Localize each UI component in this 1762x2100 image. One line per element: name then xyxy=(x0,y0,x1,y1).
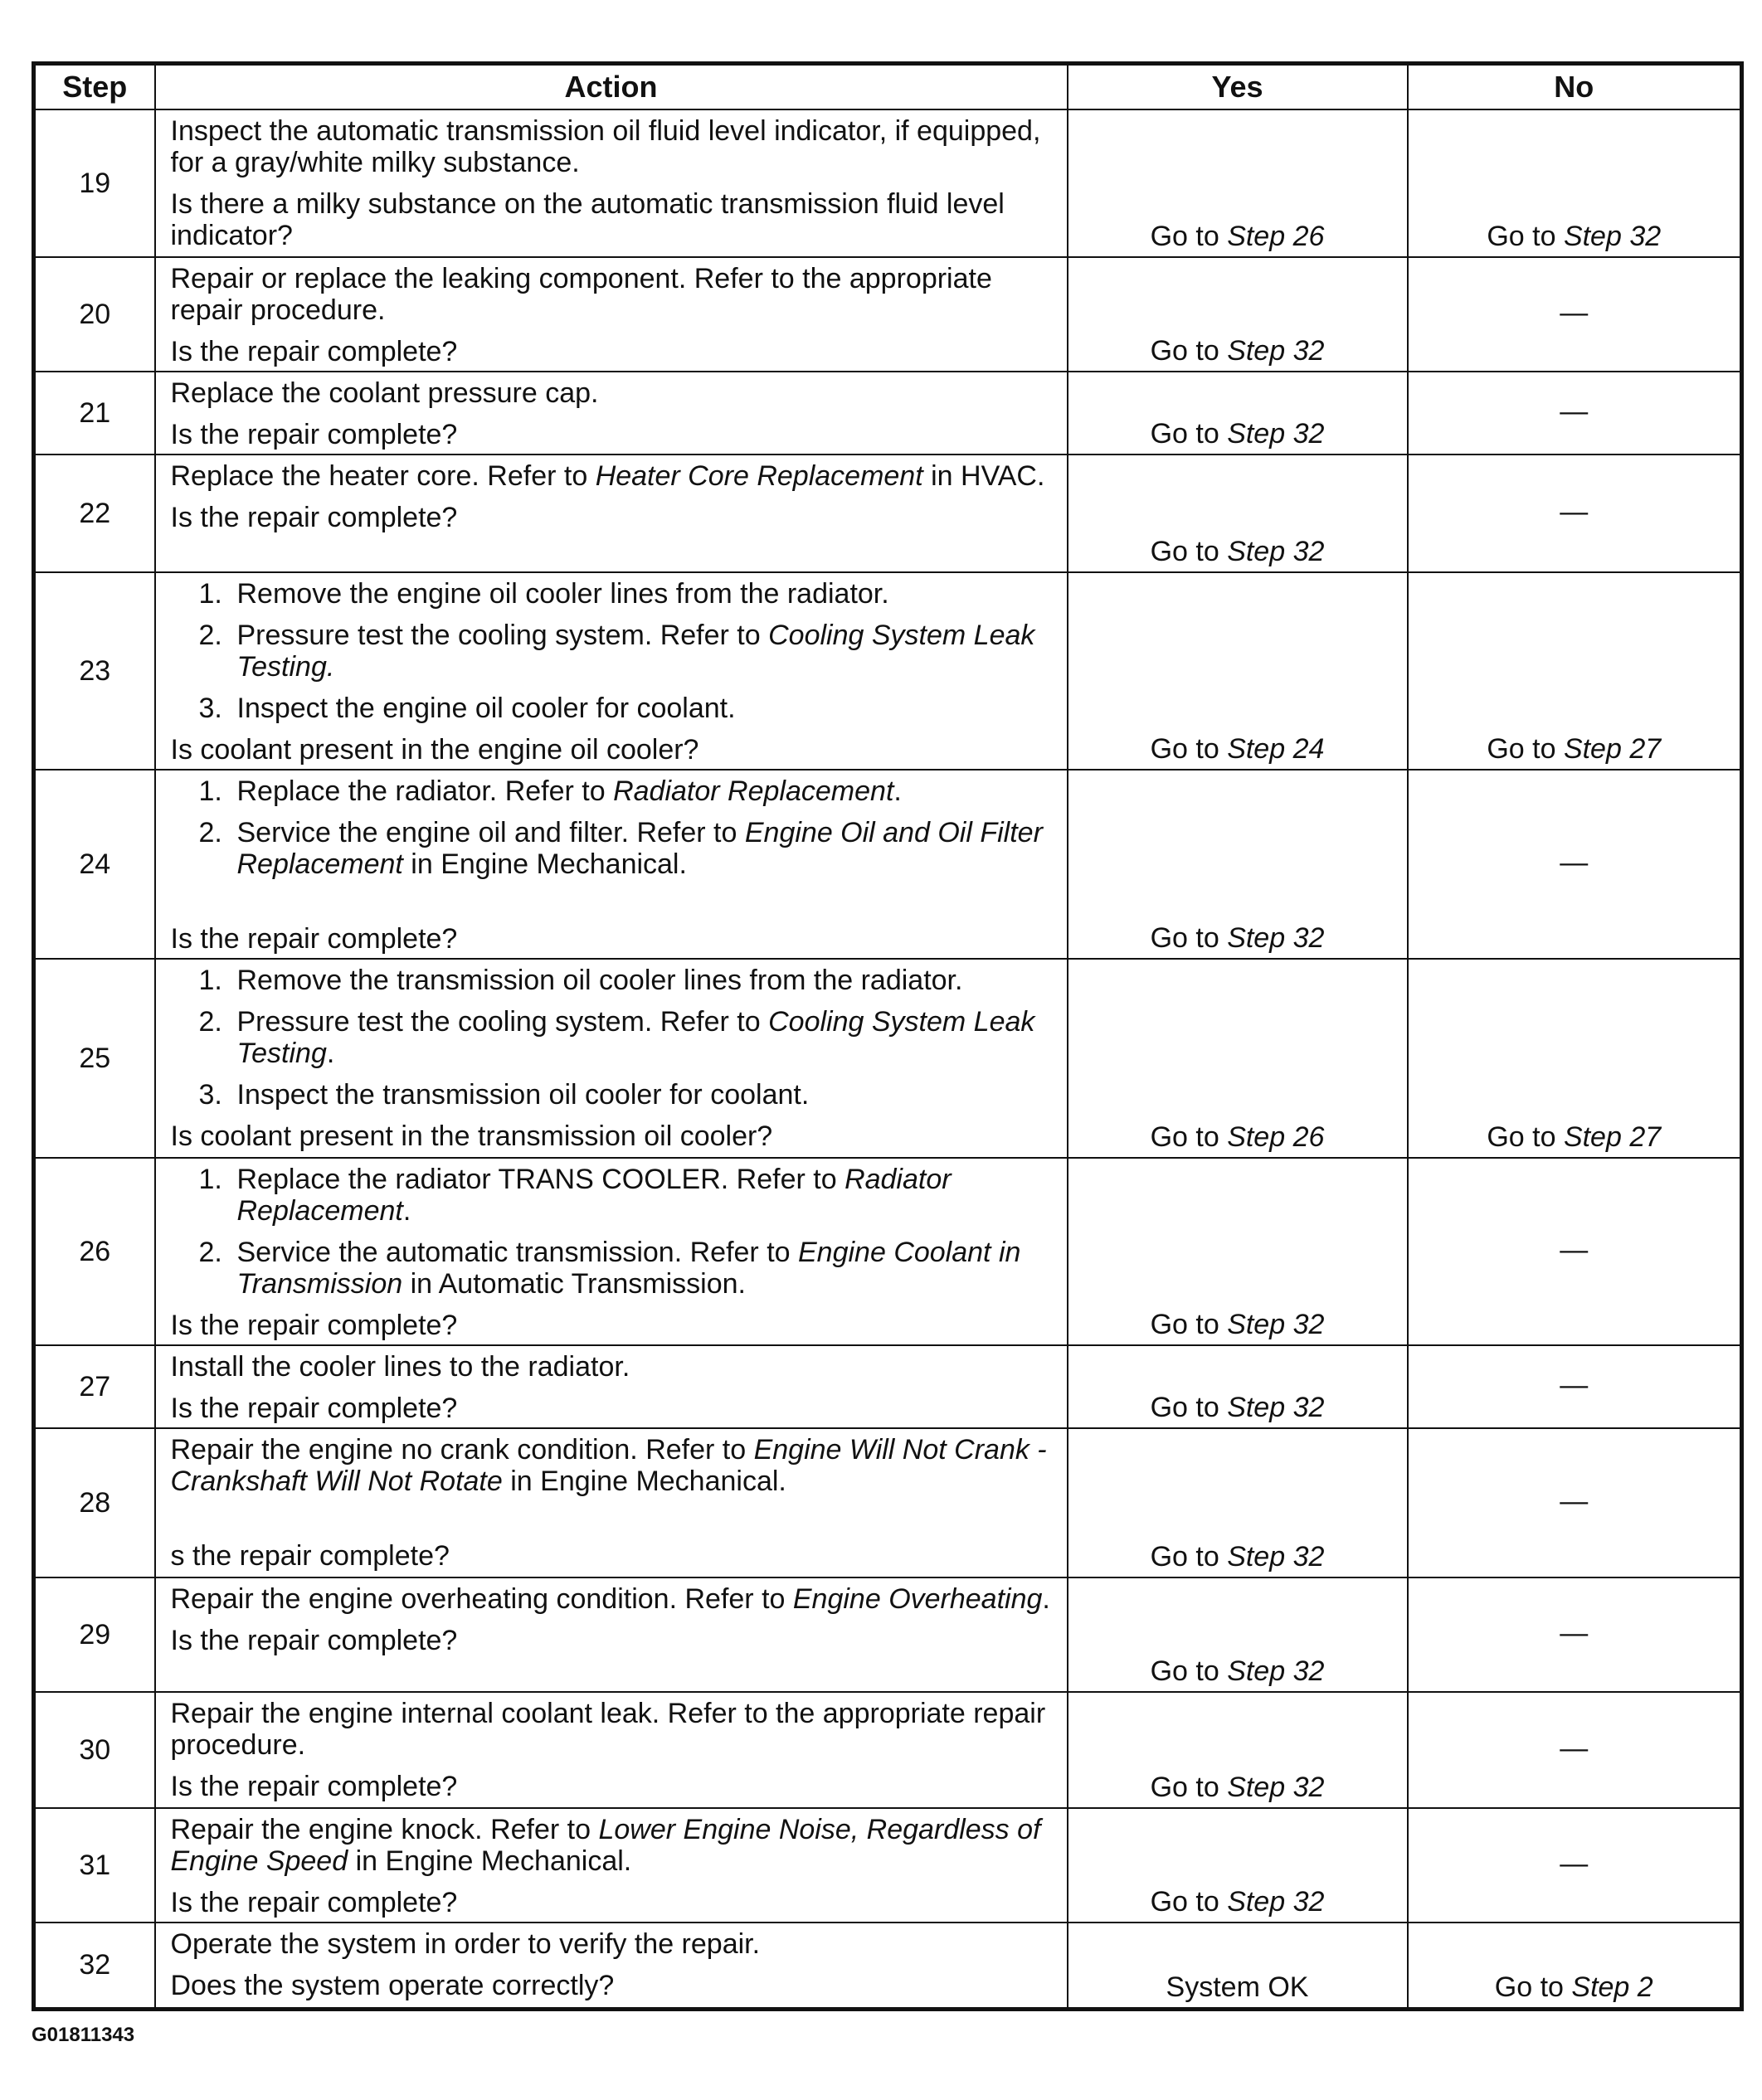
goto-step-ref: Step 24 xyxy=(1227,733,1325,765)
step-number: 21 xyxy=(34,372,155,455)
text-run: . xyxy=(1042,1583,1050,1615)
goto-prefix: Go to xyxy=(1150,418,1228,450)
action-cell xyxy=(155,455,1068,572)
goto-prefix: Go to xyxy=(1150,335,1228,367)
action-question: Is there a milky substance on the automatic transmission fluid level indicator? xyxy=(170,188,1005,251)
yes-result xyxy=(1068,1692,1408,1808)
goto-step-ref: Step 32 xyxy=(1227,536,1325,567)
substep-number: 1. xyxy=(198,965,222,996)
no-result xyxy=(1408,1808,1742,1923)
no-result xyxy=(1408,1345,1742,1428)
text-run: Service the engine oil and filter. Refer to xyxy=(236,817,745,848)
text-run: Repair the engine overheating condition. Refer to xyxy=(170,1583,793,1615)
yes-result xyxy=(1068,1428,1408,1577)
action-instruction xyxy=(171,115,1055,178)
step-number: 20 xyxy=(34,257,155,372)
table-row xyxy=(34,1808,1742,1923)
goto-prefix: Go to xyxy=(1150,733,1228,765)
substep-item xyxy=(171,1006,1055,1069)
text-run: Install the cooler lines to the radiator. xyxy=(170,1351,630,1383)
action-question: Does the system operate correctly? xyxy=(170,1970,615,2001)
substep-item xyxy=(171,578,1055,610)
substep-number: 2. xyxy=(198,1237,222,1268)
goto-prefix: Go to xyxy=(1150,1886,1228,1918)
goto-prefix: Go to xyxy=(1487,221,1564,252)
yes-result xyxy=(1068,1158,1408,1345)
yes-result xyxy=(1068,1808,1408,1923)
goto-prefix: Go to xyxy=(1150,1392,1228,1423)
action-cell xyxy=(155,372,1068,455)
action-question: Is the repair complete? xyxy=(170,502,458,533)
action-cell xyxy=(155,109,1068,257)
yes-result xyxy=(1068,109,1408,257)
action-cell xyxy=(155,1808,1068,1923)
header-no: No xyxy=(1408,64,1742,110)
no-result xyxy=(1408,1923,1742,2009)
action-substeps xyxy=(171,1164,1055,1300)
diagnostic-table xyxy=(32,61,1744,2011)
action-instruction xyxy=(171,263,1055,326)
action-substeps xyxy=(171,775,1055,880)
yes-result xyxy=(1068,1345,1408,1428)
yes-result xyxy=(1068,1577,1408,1692)
reference-link-text: Radiator Replacement xyxy=(613,775,894,807)
action-instruction xyxy=(171,1351,1055,1383)
no-result xyxy=(1408,770,1742,959)
table-row xyxy=(34,109,1742,257)
action-cell xyxy=(155,1428,1068,1577)
no-action-dash: — xyxy=(1560,395,1589,427)
step-number: 22 xyxy=(34,455,155,572)
substep-number: 2. xyxy=(198,1006,222,1038)
goto-prefix: Go to xyxy=(1150,922,1228,954)
yes-result xyxy=(1068,959,1408,1158)
substep-item xyxy=(171,817,1055,880)
yes-result xyxy=(1068,1923,1408,2009)
no-action-dash: — xyxy=(1560,1368,1589,1401)
reference-link-text: Engine Oil and Oil Filter Replacement xyxy=(236,817,1043,880)
action-question: Is the repair complete? xyxy=(170,1771,458,1802)
action-cell xyxy=(155,1577,1068,1692)
action-question: Is coolant present in the engine oil cooler? xyxy=(170,734,699,766)
no-result xyxy=(1408,1692,1742,1808)
goto-prefix: Go to xyxy=(1150,1772,1228,1803)
no-action-dash: — xyxy=(1560,1485,1589,1517)
action-question: Is the repair complete? xyxy=(170,923,458,955)
text-run: . xyxy=(402,1195,411,1227)
action-question: Is the repair complete? xyxy=(170,336,458,367)
substep-item xyxy=(171,1237,1055,1300)
goto-step-ref: Step 2 xyxy=(1571,1971,1653,2003)
action-cell xyxy=(155,572,1068,770)
table-row xyxy=(34,1345,1742,1428)
goto-prefix: Go to xyxy=(1487,733,1564,765)
action-question: s the repair complete? xyxy=(170,1540,450,1572)
text-run: Replace the radiator TRANS COOLER. Refer to xyxy=(236,1164,845,1195)
yes-result xyxy=(1068,770,1408,959)
header-step: Step xyxy=(34,64,155,110)
no-action-dash: — xyxy=(1560,1732,1589,1764)
header-yes: Yes xyxy=(1068,64,1408,110)
action-instruction xyxy=(171,377,1055,409)
action-instruction xyxy=(171,1434,1055,1497)
step-number: 25 xyxy=(34,959,155,1158)
text-run: in Engine Mechanical. xyxy=(402,848,687,880)
substep-item xyxy=(171,620,1055,683)
goto-prefix: Go to xyxy=(1150,221,1228,252)
goto-prefix: Go to xyxy=(1150,1309,1228,1340)
goto-prefix: Go to xyxy=(1150,1541,1228,1573)
table-row xyxy=(34,372,1742,455)
action-cell xyxy=(155,770,1068,959)
step-number: 29 xyxy=(34,1577,155,1692)
goto-prefix: Go to xyxy=(1150,1121,1228,1153)
action-substeps xyxy=(171,578,1055,724)
action-instruction xyxy=(171,460,1055,492)
step-number: 30 xyxy=(34,1692,155,1808)
text-run: Remove the engine oil cooler lines from the radiator. xyxy=(236,578,889,610)
substep-number: 2. xyxy=(198,817,222,848)
substep-number: 3. xyxy=(198,693,222,724)
result-text: System OK xyxy=(1166,1971,1309,2003)
text-run: Replace the radiator. Refer to xyxy=(236,775,614,807)
table-row xyxy=(34,1428,1742,1577)
text-run: Repair the engine no crank condition. Refer to xyxy=(170,1434,754,1466)
goto-step-ref: Step 32 xyxy=(1227,1309,1325,1340)
reference-link-text: Engine Overheating xyxy=(792,1583,1043,1615)
goto-step-ref: Step 26 xyxy=(1227,221,1325,252)
table-row xyxy=(34,1577,1742,1692)
text-run: in Engine Mechanical. xyxy=(502,1466,786,1497)
spacer xyxy=(171,1507,1055,1540)
substep-number: 1. xyxy=(198,578,222,610)
goto-prefix: Go to xyxy=(1150,1655,1228,1687)
goto-step-ref: Step 32 xyxy=(1227,922,1325,954)
no-result xyxy=(1408,959,1742,1158)
table-row xyxy=(34,455,1742,572)
text-run: Pressure test the cooling system. Refer to xyxy=(236,1006,769,1038)
reference-link-text: Lower Engine Noise, Regardless of Engine Speed xyxy=(170,1814,1041,1877)
table-row xyxy=(34,959,1742,1158)
action-instruction xyxy=(171,1698,1055,1761)
step-number: 23 xyxy=(34,572,155,770)
no-result xyxy=(1408,372,1742,455)
table-row xyxy=(34,257,1742,372)
yes-result xyxy=(1068,257,1408,372)
step-number: 32 xyxy=(34,1923,155,2009)
goto-step-ref: Step 32 xyxy=(1227,335,1325,367)
step-number: 24 xyxy=(34,770,155,959)
substep-number: 2. xyxy=(198,620,222,651)
no-result xyxy=(1408,1577,1742,1692)
text-run: Inspect the engine oil cooler for coolant. xyxy=(236,693,736,724)
text-run: in Engine Mechanical. xyxy=(348,1845,632,1877)
text-run: Service the automatic transmission. Refer to xyxy=(236,1237,798,1268)
text-run: Remove the transmission oil cooler lines from the radiator. xyxy=(236,965,963,996)
substep-item xyxy=(171,1079,1055,1111)
action-instruction xyxy=(171,1814,1055,1877)
text-run: in Automatic Transmission. xyxy=(402,1268,746,1300)
goto-step-ref: Step 32 xyxy=(1227,418,1325,450)
goto-prefix: Go to xyxy=(1487,1121,1564,1153)
substep-item xyxy=(171,1164,1055,1227)
action-cell xyxy=(155,1692,1068,1808)
table-row xyxy=(34,1158,1742,1345)
substep-item xyxy=(171,693,1055,724)
goto-step-ref: Step 27 xyxy=(1563,1121,1662,1153)
reference-link-text: Heater Core Replacement xyxy=(595,460,923,492)
no-result xyxy=(1408,257,1742,372)
action-substeps xyxy=(171,965,1055,1111)
no-action-dash: — xyxy=(1560,495,1589,527)
text-run: Inspect the automatic transmission oil fluid level indicator, if equipped, for a gray/white milky substance. xyxy=(170,115,1041,178)
yes-result xyxy=(1068,372,1408,455)
no-result xyxy=(1408,1428,1742,1577)
table-row xyxy=(34,1692,1742,1808)
reference-link-text: Cooling System Leak Testing. xyxy=(236,620,1035,683)
substep-number: 3. xyxy=(198,1079,222,1111)
table-row xyxy=(34,770,1742,959)
text-run: Pressure test the cooling system. Refer to xyxy=(236,620,769,651)
text-run: Replace the coolant pressure cap. xyxy=(170,377,599,409)
substep-item xyxy=(171,965,1055,996)
spacer xyxy=(171,890,1055,923)
no-action-dash: — xyxy=(1560,296,1589,328)
substep-number: 1. xyxy=(198,775,222,807)
substep-number: 1. xyxy=(198,1164,222,1195)
step-number: 26 xyxy=(34,1158,155,1345)
step-number: 27 xyxy=(34,1345,155,1428)
figure-id: G01811343 xyxy=(32,2024,135,2046)
yes-result xyxy=(1068,572,1408,770)
action-cell xyxy=(155,257,1068,372)
header-row xyxy=(34,64,1742,110)
reference-link-text: Engine Coolant in Transmission xyxy=(236,1237,1021,1300)
text-run: Replace the heater core. Refer to xyxy=(170,460,596,492)
reference-link-text: Cooling System Leak Testing xyxy=(236,1006,1035,1069)
no-action-dash: — xyxy=(1560,1233,1589,1266)
text-run: Repair or replace the leaking component. Refer to the appropriate repair procedure. xyxy=(170,263,992,326)
goto-step-ref: Step 32 xyxy=(1227,1392,1325,1423)
action-question: Is the repair complete? xyxy=(170,1393,458,1424)
action-question: Is the repair complete? xyxy=(170,1310,458,1341)
goto-step-ref: Step 27 xyxy=(1563,733,1662,765)
table-body xyxy=(34,109,1742,2009)
goto-step-ref: Step 32 xyxy=(1227,1772,1325,1803)
table-row xyxy=(34,572,1742,770)
goto-prefix: Go to xyxy=(1494,1971,1572,2003)
step-number: 31 xyxy=(34,1808,155,1923)
action-instruction xyxy=(171,1583,1055,1615)
goto-step-ref: Step 32 xyxy=(1563,221,1662,252)
goto-step-ref: Step 32 xyxy=(1227,1886,1325,1918)
action-cell xyxy=(155,1345,1068,1428)
yes-result xyxy=(1068,455,1408,572)
no-result xyxy=(1408,572,1742,770)
no-action-dash: — xyxy=(1560,1616,1589,1649)
action-question: Is the repair complete? xyxy=(170,1887,458,1918)
no-action-dash: — xyxy=(1560,1847,1589,1879)
no-action-dash: — xyxy=(1560,846,1589,878)
reference-link-text: Radiator Replacement xyxy=(236,1164,952,1227)
no-result xyxy=(1408,455,1742,572)
header-action: Action xyxy=(155,64,1068,110)
text-run: in HVAC. xyxy=(922,460,1045,492)
action-cell xyxy=(155,959,1068,1158)
substep-item xyxy=(171,775,1055,807)
text-run: . xyxy=(893,775,902,807)
goto-prefix: Go to xyxy=(1150,536,1228,567)
text-run: Repair the engine internal coolant leak. Refer to the appropriate repair procedure. xyxy=(170,1698,1046,1761)
goto-step-ref: Step 26 xyxy=(1227,1121,1325,1153)
action-question: Is the repair complete? xyxy=(170,1625,458,1656)
action-question: Is the repair complete? xyxy=(170,419,458,450)
step-number: 19 xyxy=(34,109,155,257)
action-cell xyxy=(155,1923,1068,2009)
no-result xyxy=(1408,1158,1742,1345)
text-run: . xyxy=(326,1038,335,1069)
text-run: Operate the system in order to verify the repair. xyxy=(170,1928,761,1960)
text-run: Repair the engine knock. Refer to xyxy=(170,1814,599,1845)
goto-step-ref: Step 32 xyxy=(1227,1655,1325,1687)
action-instruction xyxy=(171,1928,1055,1960)
action-question: Is coolant present in the transmission oil cooler? xyxy=(170,1120,773,1152)
table-row xyxy=(34,1923,1742,2009)
action-cell xyxy=(155,1158,1068,1345)
reference-link-text: Engine Will Not Crank - Crankshaft Will Not Rotate xyxy=(170,1434,1047,1497)
goto-step-ref: Step 32 xyxy=(1227,1541,1325,1573)
text-run: Inspect the transmission oil cooler for coolant. xyxy=(236,1079,810,1111)
step-number: 28 xyxy=(34,1428,155,1577)
no-result xyxy=(1408,109,1742,257)
